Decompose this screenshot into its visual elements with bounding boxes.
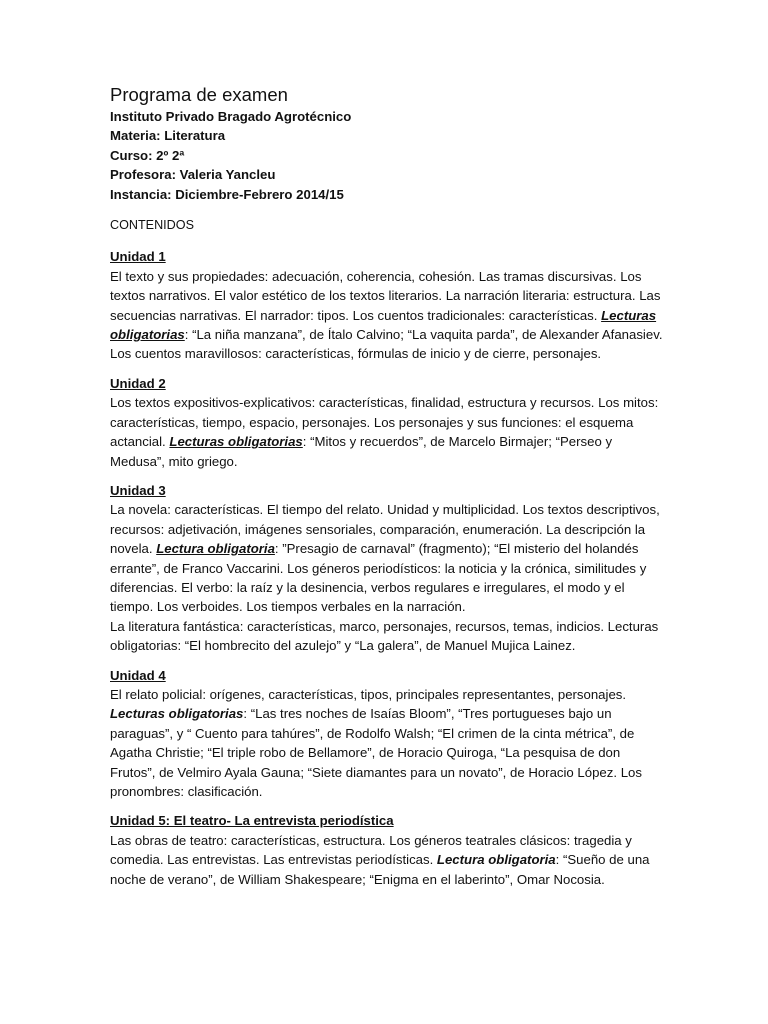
meta-value: Valeria Yancleu bbox=[175, 167, 276, 183]
document-meta bbox=[110, 107, 666, 204]
paragraph-text: : “La niña manzana”, de Ítalo Calvino; “La vaquita parda”, de Alexander Afanasiev. Los cuentos maravillosos: características, fórmulas de inicio y de cierre, personajes. bbox=[110, 327, 663, 362]
meta-line bbox=[110, 126, 666, 145]
unit-title: Unidad 3 bbox=[110, 482, 166, 498]
meta-value: Instituto Privado Bragado Agrotécnico bbox=[110, 109, 352, 124]
paragraph-text: Los textos expositivos-explicativos: características, finalidad, estructura y recursos. Los mitos: características, tiempo, espacio, personajes. Los personajes y sus funciones: el esquema actancial. bbox=[110, 395, 659, 450]
paragraph-text: El texto y sus propiedades: adecuación, coherencia, cohesión. Las tramas discursivas. Los textos narrativos. El valor estético de los textos literarios. La narración literaria: estructura. Las secuencias narrativas. El narrador: tipos. Los cuentos tradicionales: características. bbox=[110, 268, 661, 323]
unit-body bbox=[110, 685, 666, 801]
unit-title: Unidad 1 bbox=[110, 249, 166, 265]
unit-title: Unidad 2 bbox=[110, 375, 166, 391]
meta-value: Diciembre-Febrero 2014/15 bbox=[171, 186, 344, 202]
unit-title: Unidad 4 bbox=[110, 667, 166, 683]
paragraph-text: La novela: características. El tiempo del relato. Unidad y multiplicidad. Los textos descriptivos, recursos: adjetivación, imágenes sensoriales, comparación, enumeración. La descripción la novela. bbox=[110, 502, 660, 557]
required-readings-label: Lectura obligatoria bbox=[436, 852, 556, 868]
unit-paragraph bbox=[110, 393, 666, 471]
unit-paragraph bbox=[110, 685, 666, 801]
required-readings-label: Lecturas obligatorias bbox=[110, 307, 657, 343]
paragraph-text: : ”Presagio de carnaval” (fragmento); “El misterio del holandés errante”, de Franco Vaccarini. Los géneros periodísticos: la noticia y la crónica, similitudes y diferencias. El verbo: la raíz y la desinencia, verbos regulares e irregulares, el modo y el tiempo. Los verboides. Los tiempos verbales en la narración. bbox=[110, 541, 647, 615]
unit-body bbox=[110, 393, 666, 471]
paragraph-text: : “Las tres noches de Isaías Bloom”, “Tres portugueses bajo un paraguas”, y “ Cuento para tahúres”, de Rodolfo Walsh; “El crimen de la cinta métrica”, de Agatha Christie; “El triple robo de Bellamore”, de Horacio Quiroga, “La pesquisa de don Frutos”, de Velmiro Ayala Gauna; “Siete diamantes para un novato”, de Horacio López. Los pronombres: clasificación. bbox=[110, 706, 642, 799]
required-readings-label: Lecturas obligatorias bbox=[110, 706, 244, 722]
paragraph-text: : “Mitos y recuerdos”, de Marcelo Birmajer; “Perseo y Medusa”, mito griego. bbox=[110, 434, 613, 469]
contents-heading: CONTENIDOS bbox=[110, 218, 194, 233]
units-list bbox=[110, 247, 666, 889]
paragraph-text: : “Sueño de una noche de verano”, de William Shakespeare; “Enigma en el laberinto”, Omar Nocosia. bbox=[110, 852, 650, 887]
unit-section bbox=[110, 374, 666, 471]
unit-body bbox=[110, 500, 666, 655]
unit-section bbox=[110, 481, 666, 656]
unit-section bbox=[110, 811, 666, 889]
meta-label: Curso: bbox=[110, 147, 153, 163]
unit-section bbox=[110, 666, 666, 802]
meta-line bbox=[110, 185, 666, 204]
exam-program-document bbox=[110, 84, 666, 899]
meta-value: Literatura bbox=[160, 128, 226, 144]
unit-body bbox=[110, 831, 666, 889]
unit-paragraph bbox=[110, 500, 666, 616]
meta-line bbox=[110, 165, 666, 184]
meta-label: Profesora: bbox=[110, 167, 176, 183]
meta-label: Materia: bbox=[110, 128, 161, 144]
paragraph-text: Las obras de teatro: características, estructura. Los géneros teatrales clásicos: tragedia y comedia. Las entrevistas. Las entrevistas periodísticas. bbox=[110, 832, 632, 868]
paragraph-text: La literatura fantástica: características, marco, personajes, recursos, temas, indicios. Lecturas obligatorias: “El hombrecito del azulejo” y “La galera”, de Manuel Mujica Lainez. bbox=[110, 618, 659, 654]
unit-title: Unidad 5: El teatro- La entrevista periodística bbox=[110, 813, 394, 829]
required-readings-label: Lectura obligatoria bbox=[156, 541, 275, 557]
unit-body bbox=[110, 267, 666, 364]
meta-line bbox=[110, 107, 666, 126]
meta-line bbox=[110, 146, 666, 165]
unit-paragraph bbox=[110, 617, 666, 656]
paragraph-text: El relato policial: orígenes, características, tipos, principales representantes, personajes. bbox=[110, 686, 627, 702]
required-readings-label: Lecturas obligatorias bbox=[169, 434, 303, 450]
meta-label: Instancia: bbox=[110, 186, 172, 202]
unit-paragraph bbox=[110, 267, 666, 364]
unit-paragraph bbox=[110, 831, 666, 889]
meta-value: 2º 2ª bbox=[152, 147, 185, 163]
unit-section bbox=[110, 247, 666, 363]
document-title: Programa de examen bbox=[110, 84, 288, 105]
